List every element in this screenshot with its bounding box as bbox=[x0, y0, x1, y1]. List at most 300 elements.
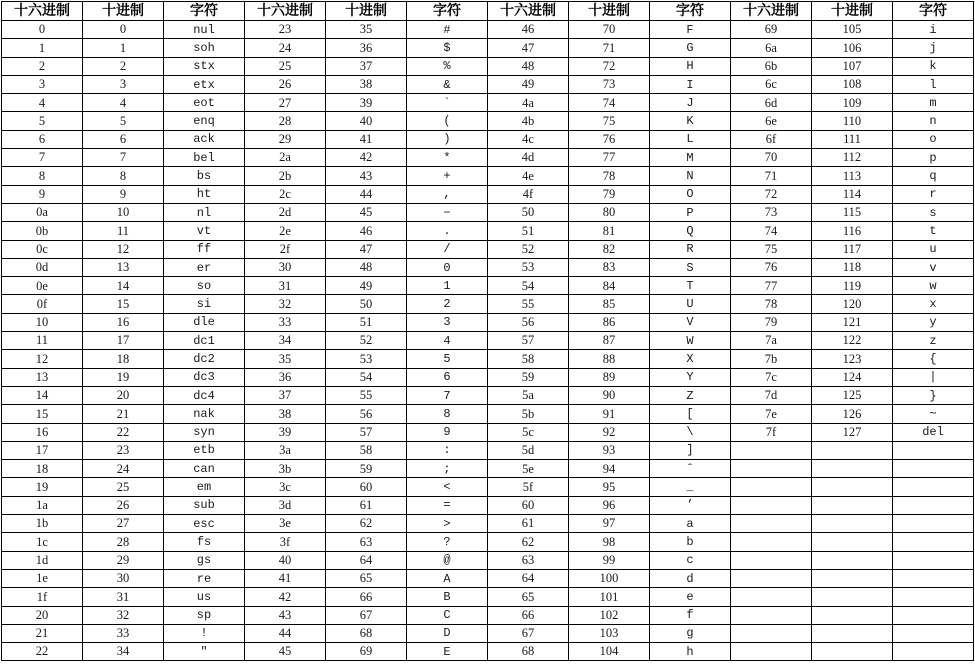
cell-char: ’ bbox=[650, 496, 731, 514]
cell-hex: 44 bbox=[245, 624, 326, 642]
cell-hex: 10 bbox=[2, 313, 83, 331]
cell-char bbox=[893, 441, 974, 459]
cell-dec: 81 bbox=[569, 222, 650, 240]
cell-char: ″ bbox=[164, 643, 245, 661]
cell-dec: 116 bbox=[812, 222, 893, 240]
cell-char: N bbox=[650, 167, 731, 185]
column-header-dec: 十进制 bbox=[812, 2, 893, 21]
cell-hex: 59 bbox=[488, 368, 569, 386]
table-row bbox=[2, 112, 974, 130]
cell-dec: 29 bbox=[83, 551, 164, 569]
cell-dec: 96 bbox=[569, 496, 650, 514]
cell-char: stx bbox=[164, 57, 245, 75]
cell-char: M bbox=[650, 149, 731, 167]
cell-char: ~ bbox=[893, 405, 974, 423]
cell-dec: 61 bbox=[326, 496, 407, 514]
cell-hex: 0 bbox=[2, 21, 83, 39]
cell-char: n bbox=[893, 112, 974, 130]
cell-hex: 42 bbox=[245, 588, 326, 606]
cell-char: P bbox=[650, 203, 731, 221]
cell-dec: 119 bbox=[812, 277, 893, 295]
cell-char: etb bbox=[164, 441, 245, 459]
cell-hex: 60 bbox=[488, 496, 569, 514]
cell-hex: 4 bbox=[2, 94, 83, 112]
cell-dec: 73 bbox=[569, 75, 650, 93]
cell-dec: 77 bbox=[569, 149, 650, 167]
cell-hex: 57 bbox=[488, 332, 569, 350]
cell-hex: 69 bbox=[731, 21, 812, 39]
cell-hex: 16 bbox=[2, 423, 83, 441]
cell-hex: 5 bbox=[2, 112, 83, 130]
column-header-dec: 十进制 bbox=[83, 2, 164, 21]
cell-char: l bbox=[893, 75, 974, 93]
table-row bbox=[2, 277, 974, 295]
table-row bbox=[2, 130, 974, 148]
cell-char: ` bbox=[407, 94, 488, 112]
cell-hex: 8 bbox=[2, 167, 83, 185]
cell-hex bbox=[731, 643, 812, 661]
cell-hex: 4d bbox=[488, 149, 569, 167]
cell-hex bbox=[731, 496, 812, 514]
cell-hex: 2 bbox=[2, 57, 83, 75]
cell-char bbox=[893, 515, 974, 533]
cell-dec: 30 bbox=[83, 569, 164, 587]
table-row bbox=[2, 185, 974, 203]
cell-char: @ bbox=[407, 551, 488, 569]
cell-dec bbox=[812, 515, 893, 533]
cell-dec: 47 bbox=[326, 240, 407, 258]
cell-char: W bbox=[650, 332, 731, 350]
cell-dec: 52 bbox=[326, 332, 407, 350]
cell-hex: 25 bbox=[245, 57, 326, 75]
table-row bbox=[2, 368, 974, 386]
cell-dec bbox=[812, 478, 893, 496]
cell-hex: 21 bbox=[2, 624, 83, 642]
column-header-char: 字符 bbox=[407, 2, 488, 21]
cell-char: % bbox=[407, 57, 488, 75]
cell-hex: 34 bbox=[245, 332, 326, 350]
cell-char: m bbox=[893, 94, 974, 112]
column-header-char: 字符 bbox=[893, 2, 974, 21]
cell-dec: 86 bbox=[569, 313, 650, 331]
cell-dec: 32 bbox=[83, 606, 164, 624]
column-header-hex: 十六进制 bbox=[731, 2, 812, 21]
cell-char: # bbox=[407, 21, 488, 39]
cell-char bbox=[893, 624, 974, 642]
cell-dec: 38 bbox=[326, 75, 407, 93]
cell-char: J bbox=[650, 94, 731, 112]
cell-hex: 79 bbox=[731, 313, 812, 331]
cell-char: a bbox=[650, 515, 731, 533]
cell-char: p bbox=[893, 149, 974, 167]
cell-dec: 67 bbox=[326, 606, 407, 624]
cell-hex: 3d bbox=[245, 496, 326, 514]
cell-dec: 103 bbox=[569, 624, 650, 642]
cell-char: ] bbox=[650, 441, 731, 459]
cell-hex: 3f bbox=[245, 533, 326, 551]
cell-dec: 21 bbox=[83, 405, 164, 423]
cell-dec: 108 bbox=[812, 75, 893, 93]
cell-dec: 55 bbox=[326, 386, 407, 404]
table-row bbox=[2, 350, 974, 368]
cell-dec: 92 bbox=[569, 423, 650, 441]
cell-dec: 126 bbox=[812, 405, 893, 423]
cell-hex: 30 bbox=[245, 258, 326, 276]
cell-dec: 95 bbox=[569, 478, 650, 496]
cell-hex: 0c bbox=[2, 240, 83, 258]
cell-dec: 54 bbox=[326, 368, 407, 386]
cell-hex bbox=[731, 533, 812, 551]
cell-dec bbox=[812, 533, 893, 551]
cell-dec: 13 bbox=[83, 258, 164, 276]
cell-hex bbox=[731, 478, 812, 496]
cell-char: k bbox=[893, 57, 974, 75]
cell-dec: 65 bbox=[326, 569, 407, 587]
cell-dec: 51 bbox=[326, 313, 407, 331]
cell-char: y bbox=[893, 313, 974, 331]
cell-char: Y bbox=[650, 368, 731, 386]
cell-hex: 0e bbox=[2, 277, 83, 295]
cell-hex: 2f bbox=[245, 240, 326, 258]
cell-dec: 18 bbox=[83, 350, 164, 368]
table-row bbox=[2, 149, 974, 167]
cell-char: vt bbox=[164, 222, 245, 240]
cell-char: v bbox=[893, 258, 974, 276]
cell-char: em bbox=[164, 478, 245, 496]
cell-hex bbox=[731, 569, 812, 587]
cell-dec: 122 bbox=[812, 332, 893, 350]
cell-hex: 1d bbox=[2, 551, 83, 569]
cell-char bbox=[893, 569, 974, 587]
cell-hex: 6a bbox=[731, 39, 812, 57]
header-row bbox=[2, 2, 974, 21]
cell-hex: 2d bbox=[245, 203, 326, 221]
cell-char: bel bbox=[164, 149, 245, 167]
cell-hex: 5e bbox=[488, 460, 569, 478]
table-row bbox=[2, 203, 974, 221]
cell-dec: 60 bbox=[326, 478, 407, 496]
cell-char: enq bbox=[164, 112, 245, 130]
cell-dec: 33 bbox=[83, 624, 164, 642]
cell-hex bbox=[731, 460, 812, 478]
cell-dec: 25 bbox=[83, 478, 164, 496]
cell-dec: 124 bbox=[812, 368, 893, 386]
cell-dec: 23 bbox=[83, 441, 164, 459]
cell-hex: 73 bbox=[731, 203, 812, 221]
cell-hex: 75 bbox=[731, 240, 812, 258]
cell-hex: 6 bbox=[2, 130, 83, 148]
cell-char: ? bbox=[407, 533, 488, 551]
cell-char: H bbox=[650, 57, 731, 75]
cell-hex bbox=[731, 624, 812, 642]
cell-hex: 72 bbox=[731, 185, 812, 203]
cell-dec: 16 bbox=[83, 313, 164, 331]
cell-char: sub bbox=[164, 496, 245, 514]
cell-char: L bbox=[650, 130, 731, 148]
cell-hex: 5d bbox=[488, 441, 569, 459]
cell-char: > bbox=[407, 515, 488, 533]
cell-char: Q bbox=[650, 222, 731, 240]
cell-char: e bbox=[650, 588, 731, 606]
table-row bbox=[2, 606, 974, 624]
cell-char: dc4 bbox=[164, 386, 245, 404]
cell-hex: 7f bbox=[731, 423, 812, 441]
cell-dec: 40 bbox=[326, 112, 407, 130]
cell-char bbox=[893, 533, 974, 551]
cell-hex: 3e bbox=[245, 515, 326, 533]
cell-dec: 56 bbox=[326, 405, 407, 423]
cell-char: 9 bbox=[407, 423, 488, 441]
cell-hex: 4f bbox=[488, 185, 569, 203]
cell-char bbox=[893, 606, 974, 624]
table-row bbox=[2, 21, 974, 39]
cell-char: & bbox=[407, 75, 488, 93]
cell-hex: 26 bbox=[245, 75, 326, 93]
cell-hex: 7e bbox=[731, 405, 812, 423]
cell-char: | bbox=[893, 368, 974, 386]
table-row bbox=[2, 441, 974, 459]
cell-dec: 8 bbox=[83, 167, 164, 185]
cell-char: 8 bbox=[407, 405, 488, 423]
column-header-dec: 十进制 bbox=[569, 2, 650, 21]
cell-dec: 84 bbox=[569, 277, 650, 295]
table-row bbox=[2, 423, 974, 441]
cell-dec: 41 bbox=[326, 130, 407, 148]
cell-hex: 50 bbox=[488, 203, 569, 221]
cell-dec: 113 bbox=[812, 167, 893, 185]
table-row bbox=[2, 258, 974, 276]
cell-hex: 20 bbox=[2, 606, 83, 624]
cell-hex: 11 bbox=[2, 332, 83, 350]
cell-char: syn bbox=[164, 423, 245, 441]
cell-dec: 110 bbox=[812, 112, 893, 130]
cell-dec: 19 bbox=[83, 368, 164, 386]
cell-char: nl bbox=[164, 203, 245, 221]
cell-char: S bbox=[650, 258, 731, 276]
cell-char: ff bbox=[164, 240, 245, 258]
table-row bbox=[2, 643, 974, 661]
cell-char bbox=[893, 588, 974, 606]
table-row bbox=[2, 167, 974, 185]
cell-dec: 35 bbox=[326, 21, 407, 39]
cell-hex bbox=[731, 551, 812, 569]
cell-char: { bbox=[893, 350, 974, 368]
cell-dec: 24 bbox=[83, 460, 164, 478]
cell-hex: 37 bbox=[245, 386, 326, 404]
cell-dec: 99 bbox=[569, 551, 650, 569]
cell-dec: 27 bbox=[83, 515, 164, 533]
cell-dec: 6 bbox=[83, 130, 164, 148]
cell-hex: 3a bbox=[245, 441, 326, 459]
cell-char: del bbox=[893, 423, 974, 441]
cell-dec: 88 bbox=[569, 350, 650, 368]
cell-dec: 43 bbox=[326, 167, 407, 185]
cell-char: dc2 bbox=[164, 350, 245, 368]
cell-hex: 49 bbox=[488, 75, 569, 93]
cell-hex: 51 bbox=[488, 222, 569, 240]
cell-hex: 7a bbox=[731, 332, 812, 350]
cell-char: X bbox=[650, 350, 731, 368]
cell-dec: 112 bbox=[812, 149, 893, 167]
cell-hex: 36 bbox=[245, 368, 326, 386]
cell-dec: 127 bbox=[812, 423, 893, 441]
cell-hex: 48 bbox=[488, 57, 569, 75]
cell-dec: 101 bbox=[569, 588, 650, 606]
cell-dec: 71 bbox=[569, 39, 650, 57]
cell-hex: 66 bbox=[488, 606, 569, 624]
cell-char: [ bbox=[650, 405, 731, 423]
cell-hex: 7 bbox=[2, 149, 83, 167]
cell-dec: 34 bbox=[83, 643, 164, 661]
table-row bbox=[2, 94, 974, 112]
cell-char: b bbox=[650, 533, 731, 551]
table-row bbox=[2, 222, 974, 240]
cell-dec: 15 bbox=[83, 295, 164, 313]
cell-dec: 93 bbox=[569, 441, 650, 459]
cell-hex: 15 bbox=[2, 405, 83, 423]
cell-hex: 6c bbox=[731, 75, 812, 93]
cell-dec: 17 bbox=[83, 332, 164, 350]
cell-char: 4 bbox=[407, 332, 488, 350]
cell-char: . bbox=[407, 222, 488, 240]
cell-char: } bbox=[893, 386, 974, 404]
cell-char: x bbox=[893, 295, 974, 313]
cell-hex: 1b bbox=[2, 515, 83, 533]
cell-dec: 28 bbox=[83, 533, 164, 551]
cell-dec: 111 bbox=[812, 130, 893, 148]
cell-dec: 106 bbox=[812, 39, 893, 57]
cell-hex: 52 bbox=[488, 240, 569, 258]
cell-char: $ bbox=[407, 39, 488, 57]
cell-char: can bbox=[164, 460, 245, 478]
cell-hex: 6d bbox=[731, 94, 812, 112]
cell-char: R bbox=[650, 240, 731, 258]
cell-dec: 89 bbox=[569, 368, 650, 386]
cell-hex: 6f bbox=[731, 130, 812, 148]
cell-hex: 18 bbox=[2, 460, 83, 478]
cell-dec: 100 bbox=[569, 569, 650, 587]
cell-char: soh bbox=[164, 39, 245, 57]
table-body bbox=[2, 21, 974, 661]
cell-char: + bbox=[407, 167, 488, 185]
column-header-hex: 十六进制 bbox=[488, 2, 569, 21]
cell-dec bbox=[812, 441, 893, 459]
cell-char bbox=[893, 551, 974, 569]
cell-dec: 94 bbox=[569, 460, 650, 478]
cell-char: j bbox=[893, 39, 974, 57]
cell-dec: 39 bbox=[326, 94, 407, 112]
cell-dec: 42 bbox=[326, 149, 407, 167]
cell-hex: 40 bbox=[245, 551, 326, 569]
cell-char: f bbox=[650, 606, 731, 624]
cell-char: nul bbox=[164, 21, 245, 39]
cell-char: i bbox=[893, 21, 974, 39]
cell-hex: 4a bbox=[488, 94, 569, 112]
cell-hex: 23 bbox=[245, 21, 326, 39]
cell-hex: 22 bbox=[2, 643, 83, 661]
cell-char: u bbox=[893, 240, 974, 258]
cell-dec: 57 bbox=[326, 423, 407, 441]
cell-hex: 76 bbox=[731, 258, 812, 276]
cell-char: er bbox=[164, 258, 245, 276]
cell-hex: 62 bbox=[488, 533, 569, 551]
cell-hex: 2e bbox=[245, 222, 326, 240]
cell-hex: 1e bbox=[2, 569, 83, 587]
cell-dec: 115 bbox=[812, 203, 893, 221]
table-row bbox=[2, 39, 974, 57]
cell-hex: 77 bbox=[731, 277, 812, 295]
cell-char: so bbox=[164, 277, 245, 295]
table-row bbox=[2, 624, 974, 642]
table-row bbox=[2, 569, 974, 587]
cell-dec: 85 bbox=[569, 295, 650, 313]
cell-hex: 63 bbox=[488, 551, 569, 569]
column-header-hex: 十六进制 bbox=[2, 2, 83, 21]
cell-dec: 107 bbox=[812, 57, 893, 75]
cell-hex: 31 bbox=[245, 277, 326, 295]
cell-hex: 56 bbox=[488, 313, 569, 331]
table-row bbox=[2, 496, 974, 514]
cell-dec: 12 bbox=[83, 240, 164, 258]
cell-dec: 1 bbox=[83, 39, 164, 57]
cell-hex: 3 bbox=[2, 75, 83, 93]
cell-dec: 117 bbox=[812, 240, 893, 258]
cell-dec: 31 bbox=[83, 588, 164, 606]
cell-dec bbox=[812, 606, 893, 624]
cell-dec: 37 bbox=[326, 57, 407, 75]
cell-dec: 83 bbox=[569, 258, 650, 276]
table-row bbox=[2, 588, 974, 606]
cell-hex: 4b bbox=[488, 112, 569, 130]
cell-char: h bbox=[650, 643, 731, 661]
cell-char bbox=[893, 496, 974, 514]
cell-char: g bbox=[650, 624, 731, 642]
column-header-char: 字符 bbox=[164, 2, 245, 21]
cell-char: ) bbox=[407, 130, 488, 148]
cell-char: − bbox=[407, 203, 488, 221]
cell-char: esc bbox=[164, 515, 245, 533]
cell-dec bbox=[812, 569, 893, 587]
cell-char: Z bbox=[650, 386, 731, 404]
cell-char: E bbox=[407, 643, 488, 661]
cell-dec: 4 bbox=[83, 94, 164, 112]
cell-hex: 71 bbox=[731, 167, 812, 185]
cell-hex: 33 bbox=[245, 313, 326, 331]
cell-char: gs bbox=[164, 551, 245, 569]
cell-dec: 78 bbox=[569, 167, 650, 185]
table-row bbox=[2, 332, 974, 350]
cell-dec bbox=[812, 551, 893, 569]
cell-dec: 7 bbox=[83, 149, 164, 167]
cell-dec: 125 bbox=[812, 386, 893, 404]
cell-char: dc1 bbox=[164, 332, 245, 350]
cell-dec: 121 bbox=[812, 313, 893, 331]
cell-char: ack bbox=[164, 130, 245, 148]
cell-char: 2 bbox=[407, 295, 488, 313]
cell-dec: 14 bbox=[83, 277, 164, 295]
cell-char: C bbox=[407, 606, 488, 624]
cell-dec: 26 bbox=[83, 496, 164, 514]
cell-char: 5 bbox=[407, 350, 488, 368]
cell-hex: 17 bbox=[2, 441, 83, 459]
cell-dec: 123 bbox=[812, 350, 893, 368]
table-row bbox=[2, 515, 974, 533]
cell-char: ( bbox=[407, 112, 488, 130]
cell-dec: 63 bbox=[326, 533, 407, 551]
cell-dec: 82 bbox=[569, 240, 650, 258]
cell-hex: 46 bbox=[488, 21, 569, 39]
cell-hex: 38 bbox=[245, 405, 326, 423]
